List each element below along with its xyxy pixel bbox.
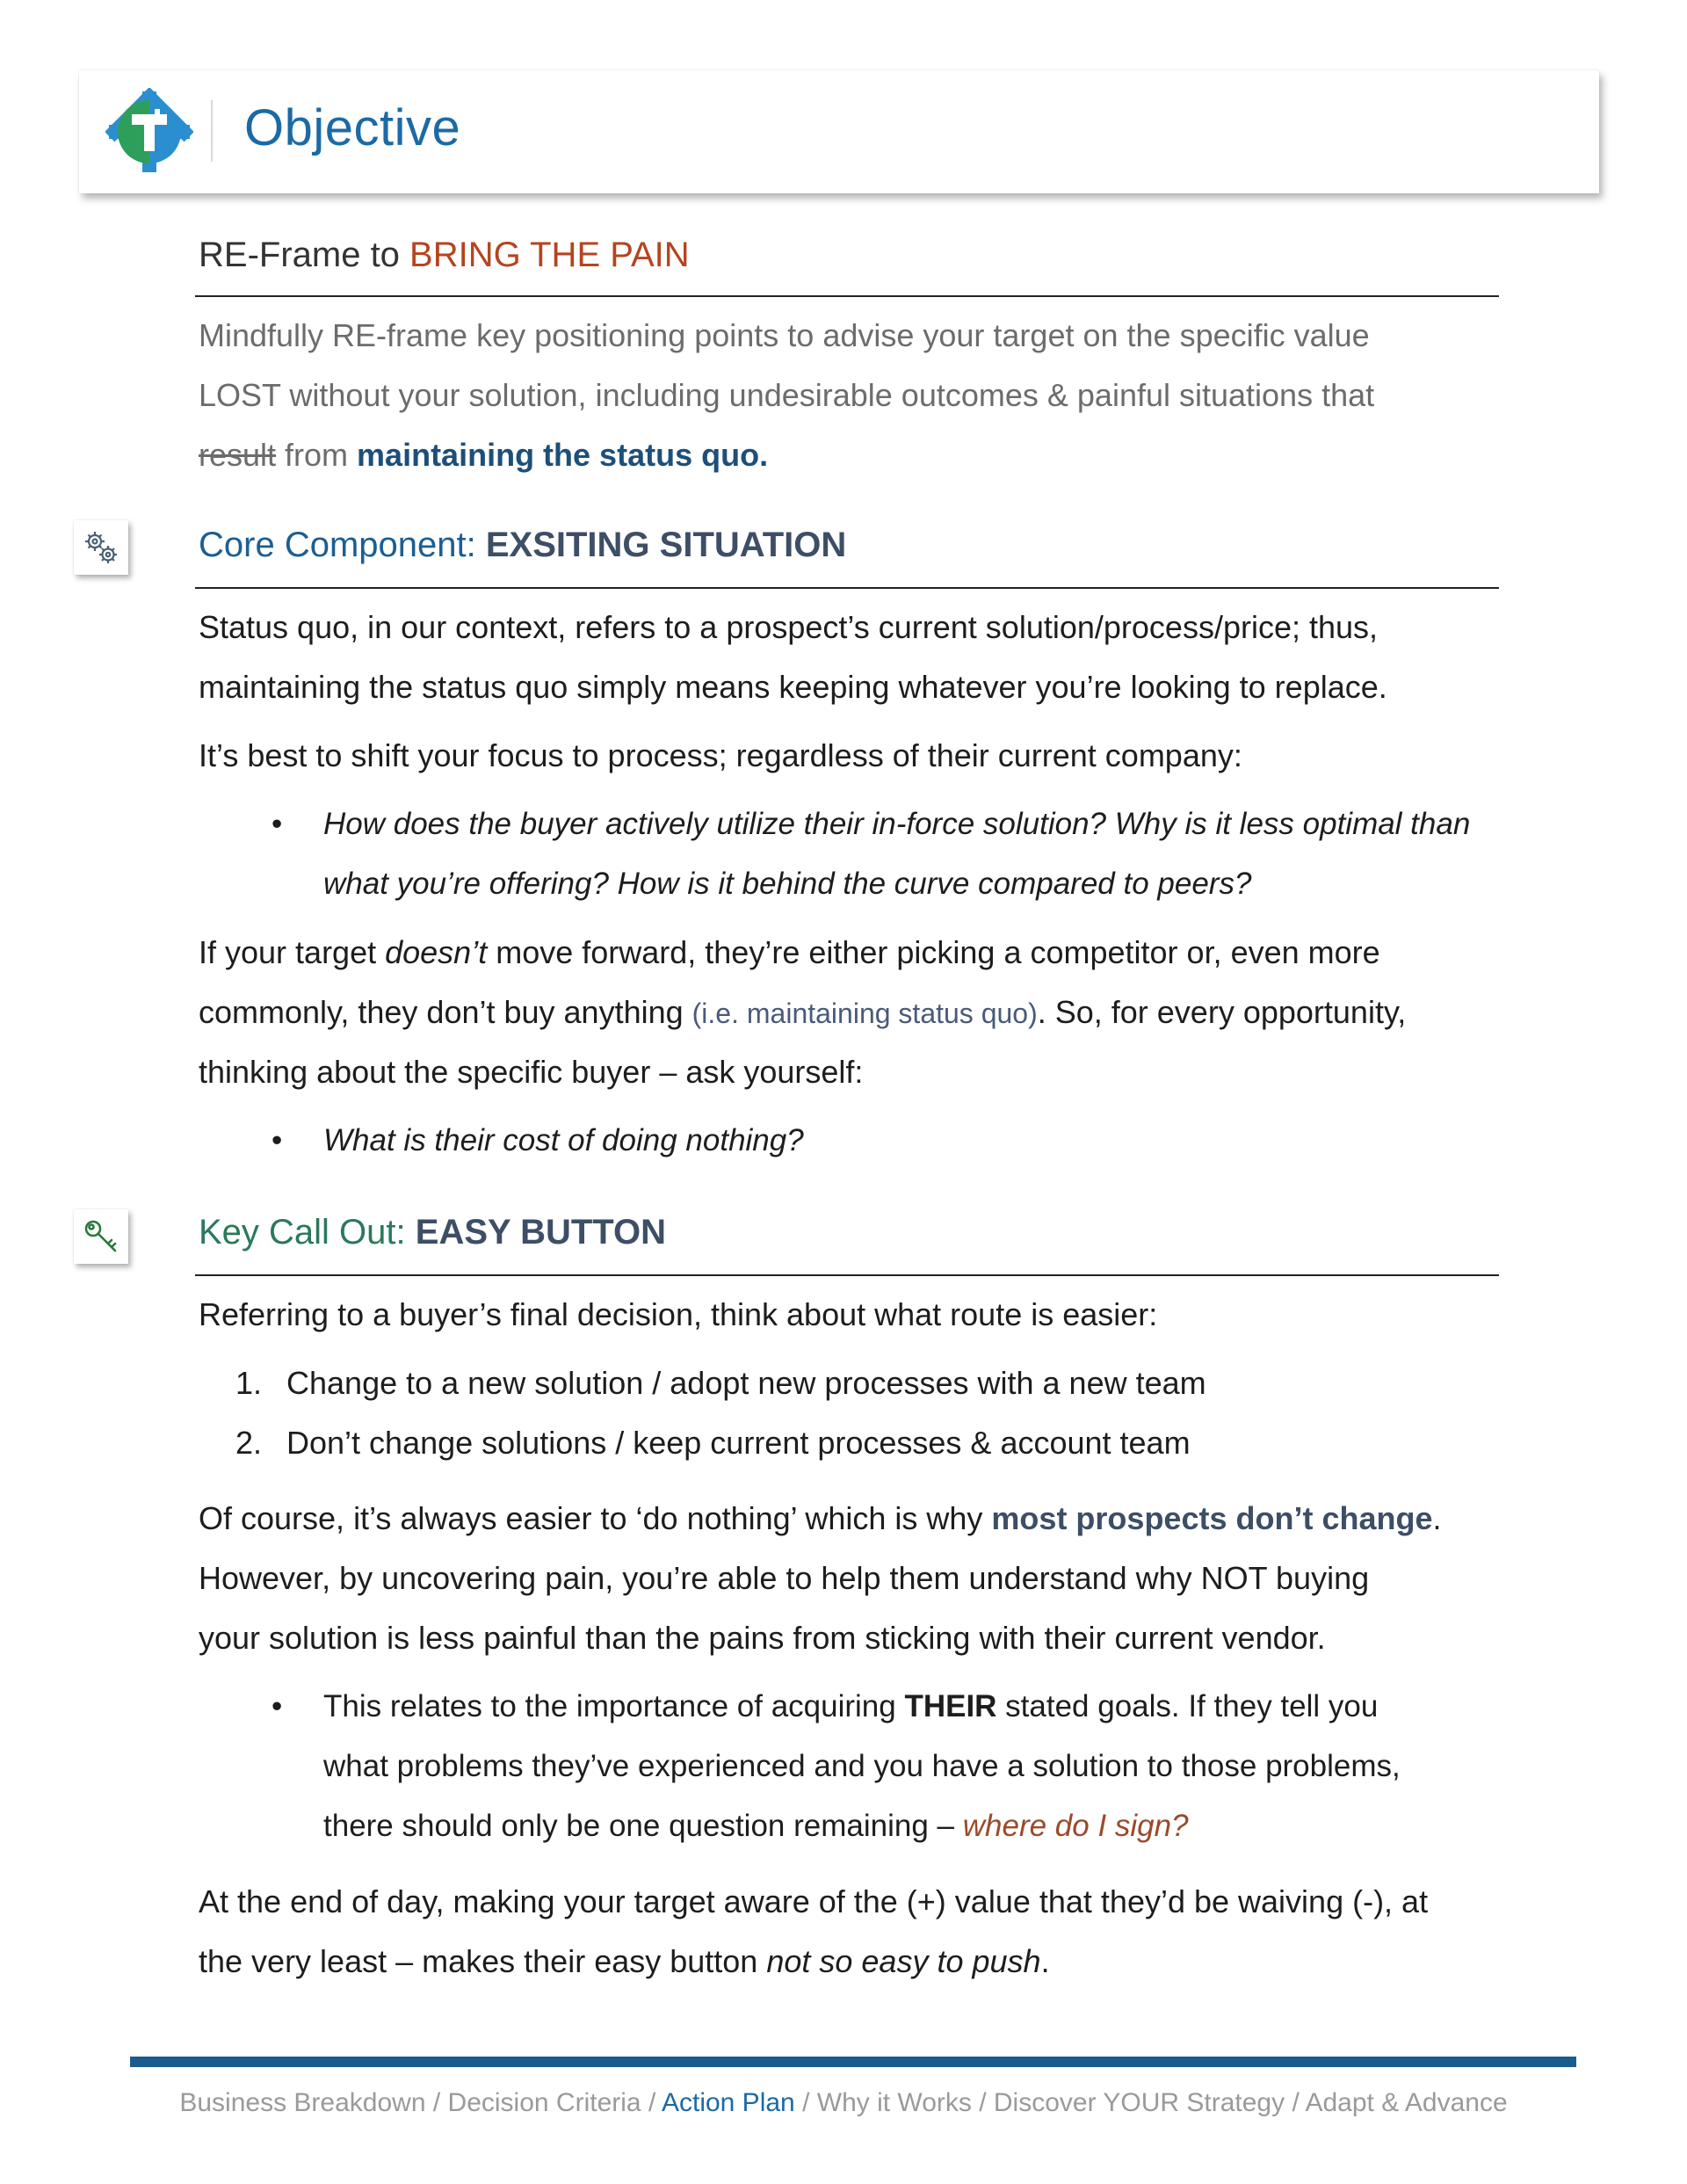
footer-bar (130, 2057, 1576, 2067)
section-divider (195, 587, 1499, 589)
paragraph-line: maintaining the status quo simply means keeping whatever you’re looking to replace. (199, 669, 1387, 705)
footer-link-business-breakdown[interactable]: Business Breakdown (179, 2088, 426, 2117)
footer-link-why-it-works[interactable]: Why it Works (816, 2088, 972, 2117)
paragraph-line: Of course, it’s always easier to ‘do nothing’ which is why most prospects don’t change. (199, 1500, 1442, 1536)
section-title-highlight: BRING THE PAIN (409, 236, 690, 274)
section-title-core-component: Core Component: EXSITING SITUATION (199, 526, 847, 564)
lead-line-2: LOST without your solution, including undesirable outcomes & painful situations that (199, 377, 1375, 413)
paragraph-line: If your target doesn’t move forward, they’re either picking a competitor or, even more (199, 934, 1380, 970)
footer-link-adapt-advance[interactable]: Adapt & Advance (1305, 2088, 1508, 2117)
header-card (79, 70, 1599, 193)
section-title-reframe (199, 236, 690, 275)
gear-t-logo-icon (105, 88, 193, 176)
gears-icon-badge (74, 520, 128, 575)
paragraph-line: thinking about the specific buyer – ask yourself: (199, 1054, 864, 1090)
footer-link-decision-criteria[interactable]: Decision Criteria (447, 2088, 641, 2117)
key-icon-badge (74, 1209, 128, 1264)
footer-link-discover-strategy[interactable]: Discover YOUR Strategy (993, 2088, 1285, 2117)
page-title: Objective (244, 99, 461, 156)
footer-breadcrumb: Business Breakdown / Decision Criteria / Action Plan / Why it Works / Discover YOUR Strategy / Adapt & Advance (179, 2088, 1508, 2117)
header-divider (211, 100, 213, 162)
footer-link-action-plan[interactable]: Action Plan (661, 2088, 795, 2117)
paragraph-line: However, by uncovering pain, you’re able to help them understand why NOT buying (199, 1560, 1370, 1596)
paragraph-line: Referring to a buyer’s final decision, think about what route is easier: (199, 1296, 1158, 1332)
paragraph-line: At the end of day, making your target aware of the (+) value that they’d be waiving (-), at (199, 1883, 1429, 1919)
lead-line-1: Mindfully RE-frame key positioning points to advise your target on the specific value (199, 317, 1370, 353)
status-quo-emphasis: maintaining the status quo (357, 437, 760, 473)
strikethrough-text: result (199, 437, 277, 473)
paragraph-line: Status quo, in our context, refers to a prospect’s current solution/process/price; thus, (199, 609, 1379, 645)
lead-line-3: result from maintaining the status quo. (199, 437, 769, 473)
paragraph-line: the very least – makes their easy button not so easy to push. (199, 1943, 1050, 1979)
paragraph-line: It’s best to shift your focus to process; regardless of their current company: (199, 737, 1242, 773)
paragraph-line: commonly, they don’t buy anything (i.e. maintaining status quo). So, for every opportunity, (199, 994, 1407, 1030)
section-title-key-call-out: Key Call Out: EASY BUTTON (199, 1213, 666, 1252)
section-divider (195, 1274, 1499, 1276)
section-divider (195, 295, 1499, 297)
paragraph-line: your solution is less painful than the pains from sticking with their current vendor. (199, 1620, 1326, 1656)
section-title-prefix: RE-Frame to (199, 236, 410, 274)
gears-icon (82, 528, 120, 567)
key-icon (82, 1217, 120, 1256)
